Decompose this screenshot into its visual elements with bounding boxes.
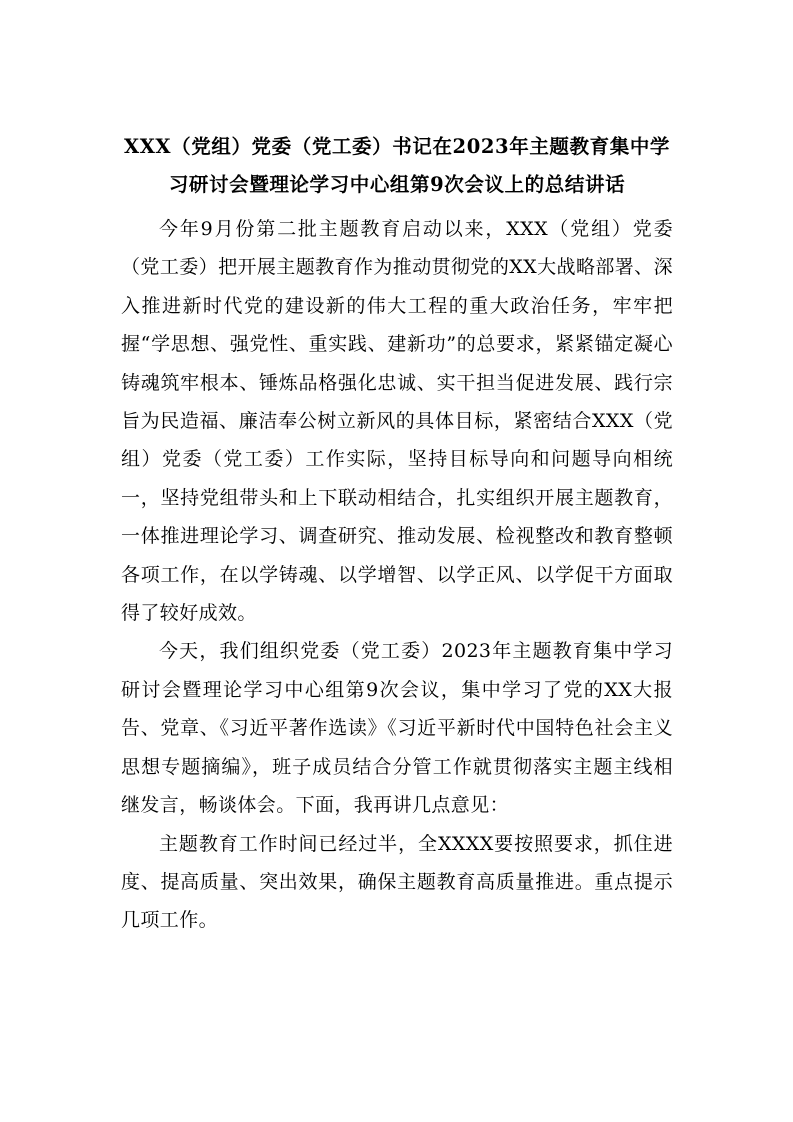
paragraph-3: 主题教育工作时间已经过半，全XXXX要按照要求，抓住进度、提高质量、突出效果，确保主题教育高质量推进。重点提示几项工作。 xyxy=(121,832,673,932)
paragraph-1: 今年9月份第二批主题教育启动以来，XXX（党组）党委（党工委）把开展主题教育作为推动贯彻党的XX大战略部署、深入推进新时代党的建设新的伟大工程的重大政治任务，牢牢把握“学思想、强党性、重实践、建新功”的总要求，紧紧锚定凝心铸魂筑牢根本、锤炼品格强化忠诚、实干担当促进发展、践行宗旨为民造福、廉洁奉公树立新风的具体目标，紧密结合XXX（党组）党委（党工委）工作实际，坚持目标导向和问题导向相统一，坚持党组带头和上下联动相结合，扎实组织开展主题教育，一体推进理论学习、调查研究、推动发展、检视整改和教育整顿各项工作，在以学铸魂、以学增智、以学正风、以学促干方面取得了较好成效。 xyxy=(121,218,673,625)
paragraph-2: 今天，我们组织党委（党工委）2023年主题教育集中学习研讨会暨理论学习中心组第9次会议，集中学习了党的XX大报告、党章、《习近平著作选读》《习近平新时代中国特色社会主义思想专题摘编》，班子成员结合分管工作就贯彻落实主题主线相继发言，畅谈体会。下面，我再讲几点意见： xyxy=(121,640,673,817)
document-body xyxy=(121,128,673,940)
title-line-1: XXX（党组）党委（党工委）书记在2023年主题教育集中学 xyxy=(123,135,671,158)
document-title xyxy=(121,128,673,204)
title-line-2: 习研讨会暨理论学习中心组第9次会议上的总结讲话 xyxy=(168,173,626,196)
